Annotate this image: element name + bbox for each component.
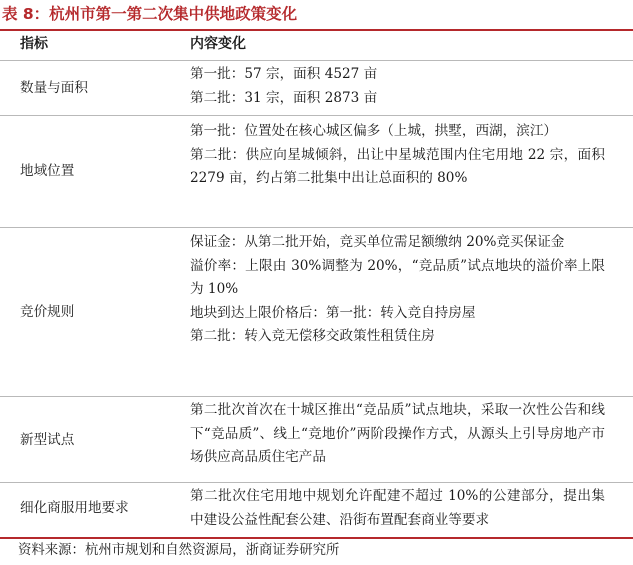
row-label: 新型试点 [20, 432, 75, 448]
top-rule [0, 29, 633, 31]
content-line: 第二批：转入竞无偿移交政策性租赁住房 [190, 328, 435, 344]
header-indicator: 指标 [20, 36, 48, 52]
content-line: 地块到达上限价格后：第一批：转入竞自持房屋 [190, 304, 476, 321]
row-content [190, 231, 605, 349]
row-divider [0, 227, 633, 228]
row-divider [0, 115, 633, 116]
row-label: 竞价规则 [20, 304, 75, 320]
content-line: 保证金：从第二批开始，竞买单位需足额缴纳 20%竞买保证金 [190, 234, 565, 250]
row-label: 地域位置 [20, 163, 75, 179]
row-divider [0, 396, 633, 397]
content-line: 第二批：供应向星城倾斜，出让中星城范围内住宅用地 22 宗，面积 2279 亩，约占第二批集中出让总面积的 80% [190, 146, 605, 186]
row-divider [0, 482, 633, 483]
bottom-rule [0, 537, 633, 539]
content-line: 第二批次住宅用地中规划允许配建不超过 10%的公建部分，提出集中建设公益性配套公建、沿街布置配套商业等要求 [190, 488, 605, 528]
content-line: 溢价率：上限由 30%调整为 20%，“竞品质”试点地块的溢价率上限为 10% [190, 257, 605, 297]
header-content-change: 内容变化 [190, 36, 246, 52]
content-line: 第一批：57 宗，面积 4527 亩 [190, 66, 378, 82]
content-line: 第二批次首次在十城区推出“竞品质”试点地块，采取一次性公告和线下“竞品质”、线上“竞地价”两阶段操作方式，从源头上引导房地产市场供应高品质住宅产品 [190, 402, 605, 465]
content-line: 第一批：位置处在核心城区偏多（上城，拱墅，西湖，滨江） [190, 123, 558, 139]
row-content [190, 63, 605, 110]
row-label: 细化商服用地要求 [20, 500, 129, 516]
source-note: 资料来源：杭州市规划和自然资源局，浙商证券研究所 [18, 543, 340, 558]
content-line: 第二批：31 宗，面积 2873 亩 [190, 89, 378, 106]
row-content [190, 120, 605, 191]
header-rule [0, 60, 633, 61]
row-content [190, 399, 605, 470]
row-content [190, 485, 605, 532]
row-label: 数量与面积 [20, 80, 88, 96]
table-title: 表 8：杭州市第一第二次集中供地政策变化 [2, 5, 298, 23]
